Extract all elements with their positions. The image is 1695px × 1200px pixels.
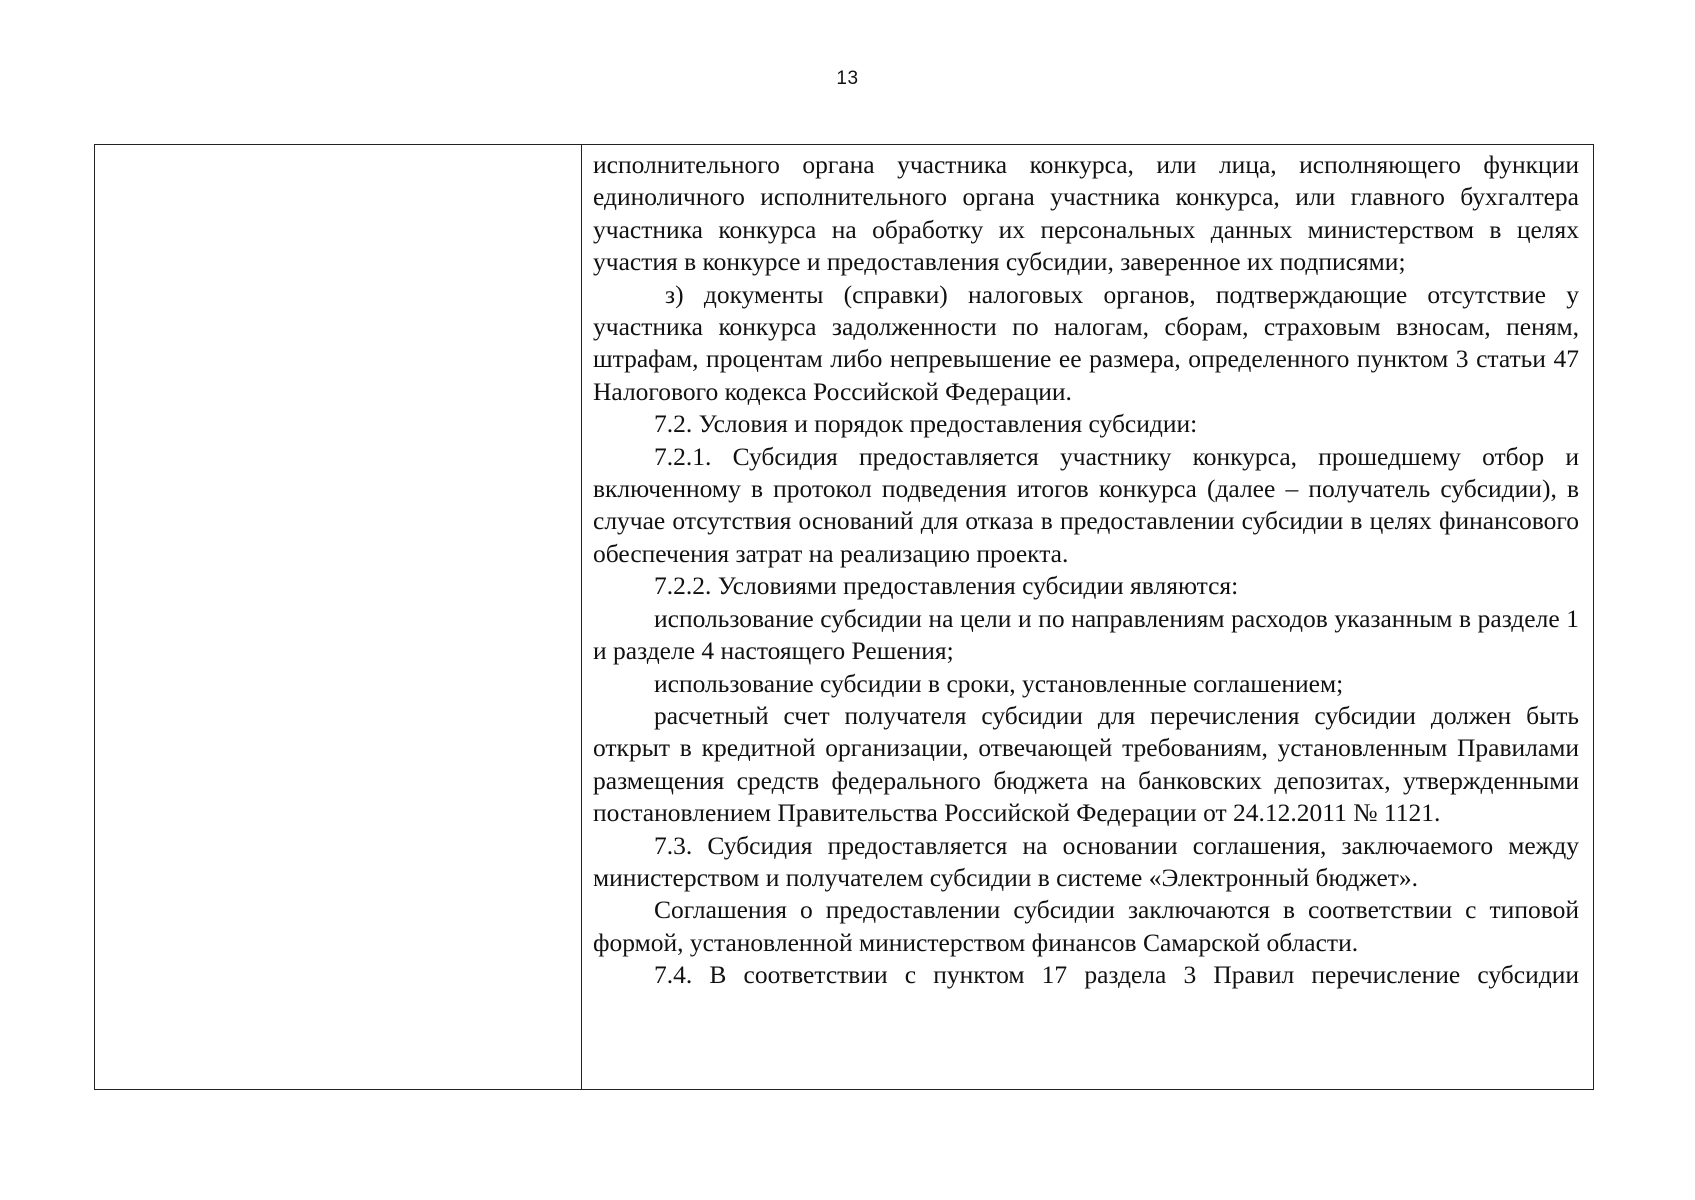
paragraph-item-z-tax-certificates: з) документы (справки) налоговых органов, подтверждающие отсутствие у участника конкурса задолженности по налогам, сборам, страховым взносам, пеням, штрафам, процентам либо непревышение ее размера, определенного пунктом 3 статьи 47 Налогового кодекса Российской Федерации. xyxy=(593,279,1579,406)
paragraph-condition-bank-account: расчетный счет получателя субсидии для перечисления субсидии должен быть открыт в кредитной организации, отвечающей требованиям, установленным Правилами размещения средств федерального бюджета на банковских депозитах, утвержденными постановлением Правительства Российской Федерации от 24.12.2011 № 1121. xyxy=(593,700,1579,828)
paragraph-section-7-2-1: 7.2.1. Субсидия предоставляется участнику конкурса, прошедшему отбор и включенному в протокол подведения итогов конкурса (далее – получатель субсидии), в случае отсутствия оснований для отказа в предоставлении субсидии в целях финансового обеспечения затрат на реализацию проекта. xyxy=(593,441,1579,568)
paragraph-section-7-4: 7.4. В соответствии с пунктом 17 раздела 3 Правил перечисление субсидии xyxy=(654,960,1579,990)
document-table xyxy=(94,144,1594,1090)
paragraph-consent-continuation: исполнительного органа участника конкурса, или лица, исполняющего функции единоличного исполнительного органа участника конкурса, или главного бухгалтера участника конкурса на обработку их персональных данных министерством в целях участия в конкурсе и предоставления субсидии, заверенное их подписями; xyxy=(593,150,1579,277)
table-right-cell xyxy=(593,149,1579,1089)
paragraph-condition-purpose: использование субсидии на цели и по направлениям расходов указанным в разделе 1 и разделе 4 настоящего Решения; xyxy=(593,603,1579,666)
paragraph-section-7-2: 7.2. Условия и порядок предоставления субсидии: xyxy=(654,409,1198,439)
table-left-cell xyxy=(95,145,582,1089)
paragraph-section-7-2-2: 7.2.2. Условиями предоставления субсидии являются: xyxy=(654,571,1239,601)
paragraph-condition-deadlines: использование субсидии в сроки, установленные соглашением; xyxy=(654,668,1344,698)
paragraph-agreement-form: Соглашения о предоставлении субсидии заключаются в соответствии с типовой формой, установленной министерством финансов Самарской области. xyxy=(593,895,1579,957)
page-number: 13 xyxy=(836,68,859,89)
paragraph-section-7-3: 7.3. Субсидия предоставляется на основании соглашения, заключаемого между министерством и получателем субсидии в системе «Электронный бюджет». xyxy=(593,830,1579,892)
